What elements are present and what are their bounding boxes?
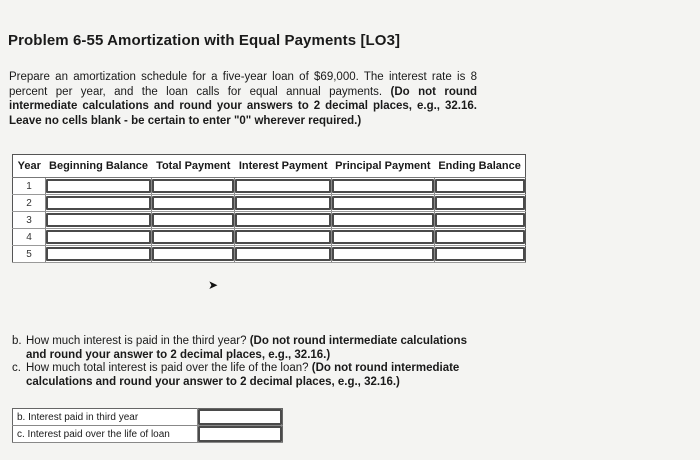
total-payment-input[interactable] xyxy=(152,179,234,193)
principal-payment-input[interactable] xyxy=(332,196,434,210)
year-cell: 1 xyxy=(13,178,46,195)
interest-payment-input[interactable] xyxy=(235,247,331,261)
beginning-balance-input[interactable] xyxy=(46,247,151,261)
interest-payment-input[interactable] xyxy=(235,230,331,244)
col-header-ending-balance: Ending Balance xyxy=(434,155,525,178)
question-b xyxy=(12,335,482,362)
total-payment-input[interactable] xyxy=(152,196,234,210)
question-c-label: c. xyxy=(12,362,21,374)
principal-payment-input[interactable] xyxy=(332,230,434,244)
instructions-bold: (Do not round intermediate calculations and round your answers to 2 decimal places, e.g., 32.16. Leave no cells blank - be certain to enter "0" wherever required.) xyxy=(9,85,477,127)
ending-balance-input[interactable] xyxy=(435,213,525,227)
interest-payment-input[interactable] xyxy=(235,213,331,227)
interest-life-of-loan-input[interactable] xyxy=(198,426,282,442)
table-row xyxy=(13,195,526,212)
answer-c-label: c. Interest paid over the life of loan xyxy=(13,426,198,443)
beginning-balance-input[interactable] xyxy=(46,196,151,210)
year-cell: 3 xyxy=(13,212,46,229)
question-c-text: How much total interest is paid over the life of the loan? (Do not round intermediate calculations and round your answer to 2 decimal places, e.g., 32.16.) xyxy=(26,362,460,388)
question-b-label: b. xyxy=(12,335,22,347)
question-instruction: (Do not round intermediate calculations and round your answer to 2 decimal places, e.g., 32.16.) xyxy=(26,335,467,361)
answer-b-label: b. Interest paid in third year xyxy=(13,409,198,426)
beginning-balance-input[interactable] xyxy=(46,230,151,244)
table-header-row xyxy=(13,155,526,178)
answers-table xyxy=(12,408,283,443)
year-cell: 4 xyxy=(13,229,46,246)
total-payment-input[interactable] xyxy=(152,213,234,227)
page-title: Problem 6-55 Amortization with Equal Payments [LO3] xyxy=(8,32,401,49)
ending-balance-input[interactable] xyxy=(435,247,525,261)
col-header-year: Year xyxy=(13,155,46,178)
table-row xyxy=(13,212,526,229)
col-header-interest-payment: Interest Payment xyxy=(235,155,332,178)
beginning-balance-input[interactable] xyxy=(46,179,151,193)
year-cell: 2 xyxy=(13,195,46,212)
ending-balance-input[interactable] xyxy=(435,179,525,193)
beginning-balance-input[interactable] xyxy=(46,213,151,227)
principal-payment-input[interactable] xyxy=(332,179,434,193)
ending-balance-input[interactable] xyxy=(435,196,525,210)
mouse-cursor-icon: ➤ xyxy=(208,278,219,292)
answer-row-c xyxy=(13,426,283,443)
col-header-total-payment: Total Payment xyxy=(152,155,235,178)
question-instruction: (Do not round intermediate calculations and round your answer to 2 decimal places, e.g., 32.16.) xyxy=(26,362,460,388)
instructions-text: Prepare an amortization schedule for a five-year loan of $69,000. The interest rate is 8 percent per year, and the loan calls for equal annual payments. xyxy=(9,71,477,98)
question-b-text: How much interest is paid in the third year? (Do not round intermediate calculations and round your answer to 2 decimal places, e.g., 32.16.) xyxy=(26,335,467,361)
answer-row-b xyxy=(13,409,283,426)
interest-third-year-input[interactable] xyxy=(198,409,282,425)
interest-payment-input[interactable] xyxy=(235,196,331,210)
ending-balance-input[interactable] xyxy=(435,230,525,244)
total-payment-input[interactable] xyxy=(152,230,234,244)
questions-block xyxy=(12,335,482,389)
table-row xyxy=(13,246,526,263)
question-c xyxy=(12,362,482,389)
table-row xyxy=(13,178,526,195)
col-header-principal-payment: Principal Payment xyxy=(331,155,434,178)
principal-payment-input[interactable] xyxy=(332,213,434,227)
year-cell: 5 xyxy=(13,246,46,263)
amortization-table xyxy=(12,154,526,263)
principal-payment-input[interactable] xyxy=(332,247,434,261)
instructions xyxy=(9,70,477,128)
interest-payment-input[interactable] xyxy=(235,179,331,193)
total-payment-input[interactable] xyxy=(152,247,234,261)
col-header-beginning-balance: Beginning Balance xyxy=(46,155,152,178)
table-row xyxy=(13,229,526,246)
